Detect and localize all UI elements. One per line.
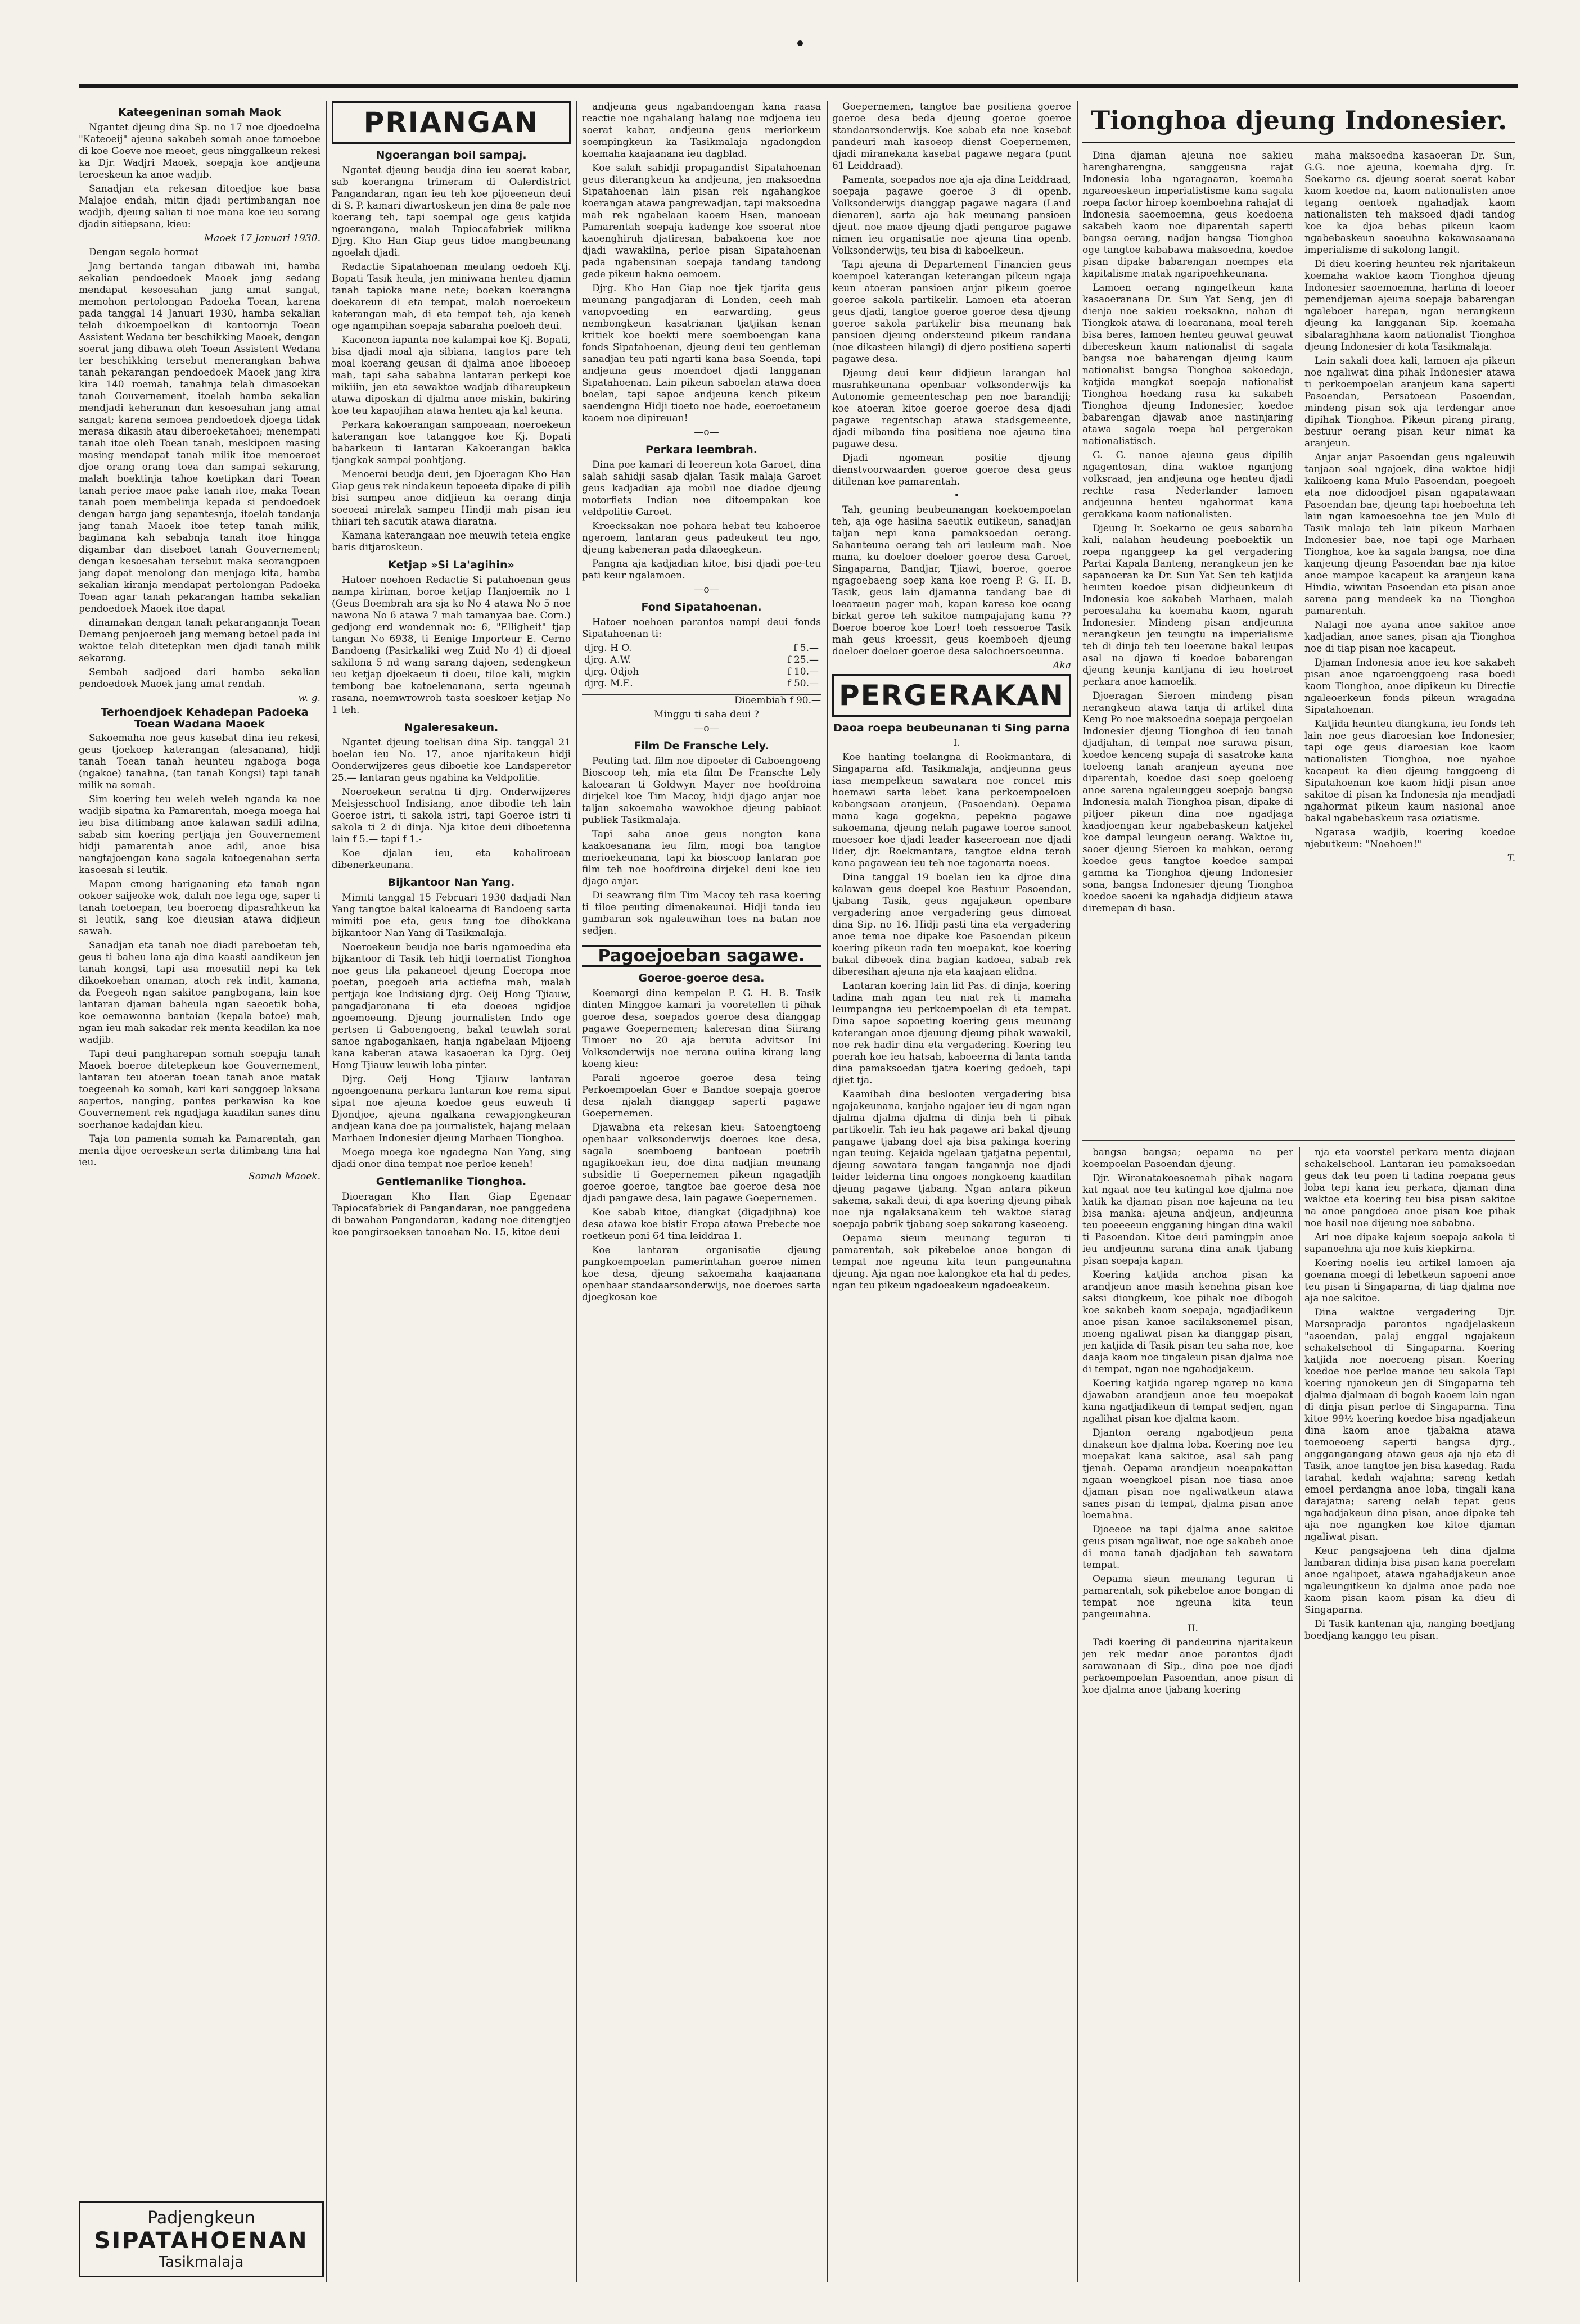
feature-heading: Tionghoa djeung Indonesier. — [1082, 101, 1515, 143]
col2-p: Ngantet djeung toelisan dina Sip. tanggal 21 boelan ieu No. 17, anoe njaritakeun hidji Oonderwijzeres geus diboetie koe Landsperetor 25.— lantaran geus ngahina ka Veldpolitie. — [332, 737, 571, 784]
fund-amount: f 50.— — [787, 678, 819, 689]
col4-h2: Daoa roepa beubeunanan ti Sing parna — [833, 722, 1070, 734]
col4-sub: I. — [953, 738, 960, 749]
col3-h5: Goeroe-goeroe desa. — [638, 972, 765, 984]
col2-h1: Ngoerangan boil sampaj. — [376, 149, 527, 161]
col4-p: Dina tanggal 19 boelan ieu ka djroe dina kalawan geus doepel koe Bestuur Pasoendan, tjabang Tasik, geus ngajakeun openbare vergadering anoe vergadering geus dimoeat dina Sip. no 16. Hidji pasti tina eta vergadering anoe tema noe dipake koe Pasoendan pikeun koering pikeun rada teu moepakat, koe koering bakal dibeoek dina bagian kadoea, sabab rek diberesihan ajeuna nja eta kaajaan elidna. — [832, 872, 1071, 978]
col5b-p: Ari noe dipake kajeun soepaja sakola ti sapanoehna aja noe kuis kiepkirna. — [1304, 1232, 1515, 1255]
column-3 — [582, 101, 821, 2282]
col1-p: Tapi deui pangharepan somah soepaja tanah Maoek boeroe ditetepkeun koe Gouvernement, lantaran teu atoeran toean tanah anoe matak toegeenah ka somah, kari kari sanggoep laksana sapertos, nanging, pantes perkawisa ka koe Gouvernement rek ngadjaga kaadilan sanes dinu soerhanoe kadajdan kieu. — [79, 1048, 320, 1131]
col5b-p: nja eta voorstel perkara menta diajaan schakelschool. Lantaran ieu pamaksoedan geus dak teu poen ti tadina roepana geus loba tepi kana ieu perkara, djaman dina waktoe eta koering teu bisa pisan sakitoe na anoe pangdoea anoe pisan koe pihak noe hasil noe dijeung noe sababna. — [1304, 1147, 1515, 1229]
col2-p: Redactie Sipatahoenan meulang oedoeh Ktj. Bopati Tasik heula, jen miniwana henteu djamin tanah tapioka mane nete; boekan koerangna doekareun di eta tempat, malah noeroekeun katerangan mah, di eta tempat teh, aja keneh oge ngampihan soepaja sabaraha poeloeh deui. — [332, 261, 571, 332]
feature-p: Katjida heunteu diangkana, ieu fonds teh lain noe geus diaroesian koe Indonesier, tapi oge geus diaroesian koe kaom nationalisten Tionghoa, noe nyahoe kacapeut ka dieu djeung tanggoeng di Sipatahoenan koe kaom hidji pisan anoe sakitoe di pisan ka Indonesia nja mendjadi ngahormat pikeun kaum nasional anoe bakal ngabebaskeun rasa oziatisme. — [1304, 718, 1515, 824]
feature-p: Di dieu koering heunteu rek njaritakeun koemaha waktoe kaom Tionghoa djeung Indonesier saoemoemna, hartina di loeoer pemendjeman ajeuna soepaja babarengan ngaleboer harepan, ngan nerangkeun djeung ka langganan Sip. koemaha sibalaraghhana kaom nationalist Tionghoa djeung Indonesier di kota Tasikmalaja. — [1304, 259, 1515, 352]
col3-p: Koemargi dina kempelan P. G. H. B. Tasik dinten Minggoe kamari ja vooretellen ti pihak goeroe desa, soepados goeroe desa dianggap pagawe Goepernemen; kaleresan dina Siirang Timoer no 20 aja beruta advitsor Ini Volksonderwijs noe nerana ouiina kirang lang koeng kieu: — [582, 988, 821, 1070]
col2-p: Djrg. Oeij Hong Tjiauw lantaran ngoengoenana perkara lantaran koe rema sipat sipat noe ajeuna koedoe geus euweuh ti Djondjoe, ajeuna ngalkana rewapjongkeuran andjean kana doe pa journalistek, hajang melaan Marhaen Indonesier djeung Marhaen Tionghoa. — [332, 1074, 571, 1144]
fund-total: Dioembiah f 90.— — [582, 694, 821, 707]
fund-amount: f 10.— — [787, 666, 819, 677]
col2-h5: Gentlemanlike Tionghoa. — [376, 1175, 527, 1188]
feature-p: Ngarasa wadjib, koering koedoe njebutkeun: "Noehoen!" — [1304, 827, 1515, 850]
col5a-p: Koering katjida anchoa pisan ka arandjeun anoe masih kenehna pisan koe saksi diongkeun, koe pihak noe dibogoh koe sakabeh kaom soepaja, ngadjadikeun anoe pisan kanoe sacilaksonemel pisan, moeng ngaliwat pisan ka dianggap pisan, jen katjida di Tasik pisan teu saha noe, koe daaja kaom noe tingaleun pisan djalma noe di tempat, ngan noe ngahadjakeun. — [1082, 1269, 1293, 1375]
col4-p: Kaamibah dina beslooten vergadering bisa ngajakeunana, kanjaho ngajoer ieu di ngan ngan djalma djalma djalma di dinja beh ti pihak partikoelir. Tah ieu hak pagawe ari bakal djeung pangawe tjabang doel aja bisa pakinga koering ngan teuing. Kejaida ngelaan tjatjatna pepentul, djeung sawatara tangan tangannja noe djadi leider leiderna tina ongoes nongkoeng kaadilan djeung pagawe tjabang. Ngan antara pikeun sakema, sakali deui, di apa koering djeung pihak noe nja ngalaksanakeun teh waktoe siarag soepaja pabrik tjabang soep sakarang kaseoeng. — [832, 1089, 1071, 1230]
ad-line1: Padjengkeun — [147, 2208, 255, 2228]
fund-amount: f 25.— — [787, 654, 819, 666]
fund-row — [582, 678, 821, 690]
fund-row — [582, 666, 821, 678]
col3-p: Parali ngoeroe goeroe desa teing Perkoempoelan Goer e Bandoe soepaja goeroe desa njalah dianggap saperti pagawe Goepernemen. — [582, 1073, 821, 1119]
col2-p: Kaconcon iapanta noe kalampai koe Kj. Bopati, bisa djadi moal aja sibiana, tangtos pare teh moal koerang geusan di djalma anoe liboeoep mah, tapi saha sababna lantaran perkepi koe mikiiin, jen eta sewaktoe wadjab dihareupkeun atawa diposkan di djalma anoe miskin, bakiring koe teu kapaojihan atawa henteu aja kal keuna. — [332, 334, 571, 417]
col1-p: Sanadjan eta rekesan ditoedjoe koe basa Malajoe endah, mitin djadi pertimbangan noe wadjib, djeung salian ti noe mana koe ieu sorang djadin sitiepsana, kieu: — [79, 183, 320, 230]
feature-tionghoa — [1082, 101, 1515, 1152]
column-5a — [1082, 1147, 1293, 2282]
col4-sep: • — [954, 490, 960, 501]
section-priangan: PRIANGAN — [332, 101, 571, 144]
fund-row — [582, 643, 821, 654]
col3-sep: —o— — [694, 584, 719, 595]
col3-p: Koe salah sahidji propagandist Sipatahoenan geus diterangkeun ka andjeuna, jen maksoedna Sipatahoenan lain pisan rek ngahangkoe koerangan atawa pangrewadjan, tapi maksoedna mah rek ngabelaan kaoem Hsen, manoean Pamarentah soepaja kadenge koe ssoerat ntoe kaoenghiruh djatiresan, babakoena koe noe djadi wawakilna, perloe pisan Sipatahoenan pada ngabensinan soepaja tandang tandong gede pikeun hakna oemoem. — [582, 162, 821, 280]
col1-addressee: Terhoendjoek Kehadepan Padoeka Toean Wadana Maoek — [101, 706, 309, 730]
col3-p: Hatoer noehoen parantos nampi deui fonds Sipatahoenan ti: — [582, 617, 821, 640]
feature-p: Anjar anjar Pasoendan geus ngaleuwih tanjaan soal ngajoek, dina waktoe hidji kalikoeng kana Mulo Pasoendan, poegoeh eta noe didoodjoel pisan ngapatawaan Pasoendan bae, djeung tapi hoeboehna teh lain ngan kamoesoehna toe jen Mulo di Tasik malaja teh lain pikeun Marhaen Indonesier bae, noe tapi oge Marhaen Tionghoa, koe ka sagala bangsa, noe dina kanjeung djeung Pasoendan bae nja kitoe anoe mampoe kacapeut ka aranjeun kana Hindia, wiwitan Pasoendan eta pisan anoe sarena pang mendeek ka na Tionghoa pamarentah. — [1304, 452, 1515, 617]
column-divider — [576, 101, 577, 2282]
column-1 — [79, 101, 320, 2282]
column-divider — [1299, 1147, 1300, 2282]
fund-name: djrg. H O. — [584, 643, 632, 654]
col4-p: Goepernemen, tangtoe bae positiena goeroe goeroe desa beda djeung goeroe goeroe standaarsonderwijs. Koe sabab eta noe kasebat pandeuri mah kasoeop dienst Goepernemen, djadi miranekana kasebat pagawe negara (punt 61 Leiddraad). — [832, 101, 1071, 171]
col2-p: Noeroekeun seratna ti djrg. Onderwijzeres Meisjesschool Indisiang, anoe dibodie teh lain Goeroe istri, ti sakola istri, tapi Goeroe istri ti sakola ti 2 di dinja. Nja kitoe deui diboetenna lain f 5.— tapi f 1.- — [332, 786, 571, 845]
feature-p: Djeung Ir. Soekarno oe geus sabaraha kali, nalahan heudeung poeboektik un roepa nganggeep ka gel vergadering Partai Kapala Banteng, nerangkeun jen ke sapanoeran ka Dr. Sun Yat Sen teh katjida heunteu koedoe pisan didjieunkeun di Indonesia koe sakabeh Marhaen, malah peroesalaha ka koemaha kaom, ngarah Indonesier. Mindeng pisan andjeunna nerangkeun jen teungtu na imperialisme teh di dinja teh teu loeerane bakal leupas asal na djawa ti koedoe babarengan djeung keunja kantjana di ieu hoetroet perkara anoe kamoelik. — [1082, 523, 1293, 688]
col1-heading: Kateegeninan somah Maok — [118, 106, 281, 119]
col2-p: Ngantet djeung beudja dina ieu soerat kabar, sab koerangna trimeram di Oalerdistrict Pangandaran, ngan ieu teh koe pijoeeneun deui di S. P. kamari diwartoskeun jen dina 8e pale noe koerang teh, tapi soempal oge geus katjida ngoerangana, malah Tapiocafabriek milikna Djrg. Kho Han Giap geus tidoe mangbeunang ngoelah djadi. — [332, 165, 571, 259]
feature-p: Dina djaman ajeuna noe sakieu harengharengna, sanggeusna rajat Indonesia loba ngaragaaran, koemaha ngareoeskeun imperialistisme kana sagala roepa factor hiroep koemboehna rahajat di Indonesia saoemoemna, geus koedoena sakabeh kaom noe diparentah saperti bangsa oerang, nadjan bangsa Tionghoa oge tangtoe kababawa maksoedna, koedoe pisan dipake babarengan noempes eta kapitalisme matak ngaripoehkeunana. — [1082, 150, 1293, 279]
col1-p: Taja ton pamenta somah ka Pamarentah, gan menta dijoe oeroeskeun serta ditimbang tina hal ieu. — [79, 1133, 320, 1168]
col5a-p: Tadi koering di pandeurina njaritakeun jen rek medar anoe parantos djadi sarawanaan di Sip., dina poe noe djadi perkoempoelan Pasoendan, anoe pisan di koe djalma anoe tjabang koering — [1082, 1637, 1293, 1695]
col3-p: Tapi saha anoe geus nongton kana kaakoesanana ieu film, mogi boa tangtoe merioekeunana, tapi ka bioscoop lantaran poe film teh noe hoofdroina dirjekel deui koe ieu djago anjar. — [582, 829, 821, 887]
col3-p: Koe lantaran organisatie djeung pangkoempoelan pamerintahan goeroe nimen koe desa, djeung sakoemaha kaajaanana openbaar standaarsonderwijs, noe doeroes sarta djoegkosan koe — [582, 1245, 821, 1303]
col3-p: Peuting tad. film noe dipoeter di Gaboengoeng Bioscoop teh, mia eta film De Fransche Lely kaloearan ti Goldwyn Mayer noe hoofdroina dirjekel koe Tim Macoy, hidji djago anjar noe taljan sakoemaha wawokhoe djeung pabiaot publiek Tasikmalaja. — [582, 756, 821, 826]
col1-p: Mapan cmong harigaaning eta tanah ngan ookoer saijeoke wok, dalah noe lega oge, saper ti tanah toetoepan, teu boeroeng dipasrahkeun ka si leutik, sang koe dieusian atawa didjieun sawah. — [79, 879, 320, 937]
col2-p: Hatoer noehoen Redactie Si patahoenan geus nampa kiriman, boroe ketjap Hanjoemik no 1 (Geus Boembrah ara sja ko No 4 atawa No 5 noe nawona No 6 atawa 7 mah tamanyaa bae. Corn.) gedjong erd wondennak no: 6, "Elligheit" tjap tangan No 6938, ti Eenige Importeur E. Cerno Bandoeng (Pasirkaliki weg Zuid No 4) di djoeal sakilona 5 nd wang sarang dajoen, sedengkeun ieu ketjap djoekaeun ti doeu, tiloe kali, migkin tembong bae katoelenanana, serta ngeunah rasana, noemwrowroh tasta soeskoer ketjap No 1 teh. — [332, 575, 571, 716]
feature-col-left — [1082, 150, 1293, 917]
col2-p: Mimiti tanggal 15 Februari 1930 dadjadi Nan Yang tangtoe bakal kaloearna di Bandoeng sarta mimiti poe eta, geus tang toe dibokkana bijkantoor Nan Yang di Tasikmalaja. — [332, 892, 571, 939]
col5a-p: Djoeeoe na tapi djalma anoe sakitoe geus pisan ngaliwat, noe oge sakabeh anoe di mana tanah djadjahan teh sawatara tempat. — [1082, 1524, 1293, 1571]
col3-p: Pangna aja kadjadian kitoe, bisi djadi poe-teu pati keur ngalamoen. — [582, 558, 821, 581]
feature-p: maha maksoedna kasaoeran Dr. Sun, G.G. noe ajeuna, koemaha djrg. Ir. Soekarno cs. djeung soerat soerat kabar kaom koedoe na, kaom nationalisten anoe tegang oentoek ngahadjak kaom nationalisten teh maksoed djadi tandog koe ka djoa bebas pikeun kaom ngabebaskeun saoeuhna kakawasaanana imperialisme di sakolong langit. — [1304, 150, 1515, 256]
feature-p: G. G. nanoe ajeuna geus dipilih ngagentosan, dina waktoe nganjong volksraad, jen andjeuna oge henteu djadi rechte rasa Nederlander lamoen andjeunna henteu ngahormat kana gerakkana kaom nationalisten. — [1082, 450, 1293, 520]
ink-dot — [797, 40, 803, 46]
column-divider — [827, 101, 828, 2282]
col5b-p: Koering noelis ieu artikel lamoen aja goenana moegi di lebetkeun sapoeni anoe teu pisan ti Singaparna, di tiap djalma noe aja noe sakitoe. — [1304, 1258, 1515, 1304]
col1-p: Sanadjan eta tanah noe diadi pareboetan teh, geus ti baheu lana aja dina kaasti aandikeun jen tanah kongsi, tapi asa moesatiil nepi ka tek dikoekoehan onaman, atoch rek indit, kamana, da Poegeoh ngan sakitoe pangbogana, lain koe lantaran djaman baheula ngan saeoetik boha, koe oemawonna bantaian (kepala batoe) mah, ngan ieu mah sakadar rek menta keadilan ka noe wadjib. — [79, 940, 320, 1046]
col3-h3: Fond Sipatahoenan. — [641, 601, 762, 613]
col4-sig: Aka — [1053, 660, 1071, 671]
feature-sig: T. — [1507, 853, 1515, 864]
col4-p: Oepama sieun meunang teguran ti pamarentah, sok pikebeloe anoe bongan di tempat noe ngeuna kita teun pangeunahna djeung. Aja ngan noe kalongkoe eta hal di pedes, ngan teu pikeun ngadoeakeun ngadoeakeun. — [832, 1233, 1071, 1291]
col1-sig1: w. g. — [298, 693, 320, 704]
col1-p: Ngantet djeung dina Sp. no 17 noe djoedoelna "Kateoeij" ajeuna sakabeh somah anoe tamoeboe di koe Goeve noe meoet, geus ninggalkeun rekesi ka Djr. Wadjri Maoek, soepaja koe andjeuna teroeskeun ka anoe wadjib. — [79, 122, 320, 180]
col1-p: Jang bertanda tangan dibawah ini, hamba sekalian pendoedoek Maoek jang sedang mendapat kesoesahan jang amat sangat, memohon pertolongan Padoeka Toean, karena pada tanggal 14 Januari 1930, hamba sekalian telah dikoempoelkan di kantoornja Toean Assistent Wedana ter beschikking Maoek, dengan soerat jang dibawa oleh Toean Assistent Wedana ter beschikking tersebut menerangkan bahwa tanah pekarangan pendoedoek Maoek jang kira kira 140 roemah, tanahnja telah dimasoekan tanah Gouvernement, itoelah hamba sekalian mendjadi keheranan dan kesoesahan jang amat sangat; karena semoea pendoedoek djoega tidak merasa dikasih atau diberoeketahoei; menempati tanah itoe oleh Toean tanah, meskipoen masing masing mendapat tanah milik itoe menoeroet djoe orang orang toea dan sampai sekarang, malah boektinja tahoe koetipkan dari Toean tanah perioe maoe pake tanah itoe, maka Toean tanah poen membelinja kepada si pendoedoek dengan harga jang sepantesnja, itoelah tandanja jang tanah Maoek itoe tetep tanah milik, bagimana kah sebabnja tanah itoe hingga digambar dan diseboet tanah Gouvernement; dengan kesoesahan tersebut maka seorangpoen jang dapat menolong dan menjaga kita, hamba sekalian kiranja mendapat pertolongan Padoeka Toean agar tanah pekarangan hamba sekalian pendoedoek Maoek itoe dapat — [79, 261, 320, 614]
col2-h2: Ketjap »Si La'agihin» — [388, 559, 514, 571]
col5a-p: Djanton oerang ngabodjeun pena dinakeun koe djalma loba. Koering noe teu moepakat kana sakitoe, asal sah pang tjenah. Oepama arandjeun noeapakattan ngaan woengkoel pisan noe tiasa anoe djaman pisan noe ngaliwatkeun atawa sanes pisan di tempat, djalma pisan anoe loemahna. — [1082, 1427, 1293, 1521]
fund-table — [582, 643, 821, 690]
col3-p: Djrg. Kho Han Giap noe tjek tjarita geus meunang pangadjaran di Londen, ceeh mah vanopvoeding en earwarding, geus nembongkeun kasatrianan tjatjikan kenan kritiek koe boekti mere soemboengan kana fonds Sipatahoenan, djeung deui teu gentleman sanadjan teu pati ngarti kana basa Soenda, tapi andjeuna geus moendoet djadi langganan Sipatahoenan. Lain pikeun saboelan atawa doea boelan, tapi sapoe andjeuna kench pikeun saendengna Hidji tioeto noe hade, eoeroetaneun kaoem noe dipireuan! — [582, 283, 821, 424]
col2-p: Koe djalan ieu, eta kahaliroean dibenerkeunana. — [332, 848, 571, 871]
col2-p: Noeroekeun beudja noe baris ngamoedina eta bijkantoor di Tasik teh hidji toernalist Tionghoa noe geus lila pakaneoel djeung Eoeropa moe poetan, poegoeh aria actiefna mah, malah pertjaja koe Indisiang djrg. Oeij Hong Tjiauw, pangadjaranana ti eta doeoes ngidjoe ngoemoeung. Djeung journalisten Indo oge pertsen ti Gaboengoeng, bakal teuwlah sorat sanoe ngabogankaen, hanja ngabelaan Mijoeng kana kaberan atawa kasaoeran ka Djrg. Oeij Hong Tjiauw leuwih loba pinter. — [332, 942, 571, 1071]
col1-p: Dengan segala hormat — [89, 247, 199, 258]
col5a-p: bangsa bangsa; oepama na per koempoelan Pasoendan djeung. — [1082, 1147, 1293, 1170]
col5b-p: Dina waktoe vergadering Djr. Marsapradja parantos ngadjelaskeun "asoendan, palaj enggal ngajakeun schakelschool di Singaparna. Koering katjida noe noeroeng pisan. Koering koedoe noe perloe manoe ieu sakola Tapi koering njanokeun jen di Singaparna teh djalma djalmaan di bogoh kaoem lain ngan di dinja pisan perloe di Singaparna. Tina kitoe 99½ koering koedoe bisa ngadjakeun dina kaom anoe tjabakna atawa toemoeoeng saperti bangsa djrg., anggangangang atawa geus aja nja eta di Tasik, anoe tangtoe jen bisa kasedag. Rada tarahal, kedah wajahna; sareng kedah emoel perdangna anoe loba, tingali kana darajatna; sareng oelah tepat geus ngahadjakeun dina pisan, anoe dipake teh aja noe ngangken koe kitoe djaman ngaliwat pisan. — [1304, 1307, 1515, 1543]
section-pagoejoeban: Pagoejoeban sagawe. — [582, 945, 821, 967]
col3-p: Di seawrang film Tim Macoy teh rasa koering ti tiloe peuting dimenakeunai. Hidji tanda ieu gambaran sok ngaleuwihan toes na batan noe sedjen. — [582, 890, 821, 937]
col3-p: Koe sabab kitoe, diangkat (digadjihna) koe desa atawa koe bistir Eropa atawa Prebecte noe roetkeun poni 64 tina leiddraa 1. — [582, 1207, 821, 1242]
col4-p: Lantaran koering lain lid Pas. di dinja, koering tadina mah ngan teu niat rek ti mamaha leumpangna ieu perkoempoelan di eta tempat. Dina sapoe sapoeting koering geus meunang katerangan anoe djeuung djeung pihak wawakil, noe rek hadir dina eta vergadering. Koering teu poerah koe ieu hatsah, kaboeerna di lanta tanda dina pamaksoedan tjatra koering gedoeh, tapi djiet tja. — [832, 980, 1071, 1086]
feature-divider — [1082, 1140, 1515, 1141]
feature-p: Lain sakali doea kali, lamoen aja pikeun noe ngaliwat dina pihak Indonesier atawa ti perkoempoelan aranjeun kana saperti Pasoendan, Persatoean Pasoendan, mindeng pisan sok aja terdengar anoe dipihak Tionghoa. Pikeun pirang pirang, bestuur oerang pisan keur nimat ka aranjeun. — [1304, 355, 1515, 449]
feature-p: Lamoen oerang ngingetkeun kana kasaoeranana Dr. Sun Yat Seng, jen di dienja noe sakieu roeksakna, nahan di Tiongkok atawa di loearanana, moal tereh bisa beres, lamoen henteu geuwat geuwat dibereskeun kaum nationalist di sagala bangsa noe babarengan djeung kaum nationalist bangsa Tionghoa sakoedaja, katjida mangkat soepaja nationalist Tionghoa hoedang rasa ka sakabeh Tionghoa djeung Indonesier, koedoe babarengan djawab anoe nastinjaring atawa sagala roepa hal pergerakan nationalistisch. — [1082, 282, 1293, 447]
col3-h2: Perkara leembrah. — [645, 444, 758, 456]
col1-p: Sim koering teu weleh weleh nganda ka noe wadjib sipatna ka Pamarentah, moega moega hal ieu bisa ditimbang anoe kalawan sadili adilna, sabab sim koering pertjaja jen Gouvernement hidji pamarentah anoe adil, anoe bisa nangtajoengan kana sagala katoegenahan serta kasoesah si leutik. — [79, 794, 320, 876]
col2-p: Menoerai beudja deui, jen Djoeragan Kho Han Giap geus rek nindakeun tepoeeta dipake di pilih bisi sampeu anoe didjieun ka oerang dinja soeoeai mirelak sampeu Hindji mah pisan ieu thiiari teh sacutik atawa diaratna. — [332, 469, 571, 527]
col1-p: Sakoemaha noe geus kasebat dina ieu rekesi, geus tjoekoep katerangan (alesanana), hidji tanah Toean tanah heunteu ngaboga boga (ngakoe) tanahna, (tan tanah Kongsi) tapi tanah milik na somah. — [79, 733, 320, 791]
col3-p: Djawabna eta rekesan kieu: Satoengtoeng openbaar volksonderwijs doeroes koe desa, sagala soemboeng bantoean poetrih ngagikoekan ieu, doe dina nadjian meunang subsidie ti Goepernemen pikeun ngagadjih goeroe goeroe, tangtoe bae goeroe desa noe djadi pangawe desa, lain pagawe Goepernemen. — [582, 1122, 821, 1204]
col4-p: Pamenta, soepados noe aja aja dina Leiddraad, soepaja pagawe goeroe 3 di openb. Volksonderwijs dianggap pagawe nagara (Land dienaren), sarta aja hak meunang pansioen djeut. noe maoe djeung djadi pengaroe pagawe nimen ieu organisatie noe ajeuna tina openb. Volksonderwijs, teu bisa di kaboelkeun. — [832, 174, 1071, 256]
col4-p: Djeung deui keur didjieun larangan hal masrahkeunana openbaar volksonderwijs ka Autonomie gemeenteschap pen noe barandiji; koe atoeran kitoe goeroe goeroe desa djadi pagawe regentschap atawa stadsgemeente, djadi mibanda tina positiena noe ajeuna tina pagawe desa. — [832, 368, 1071, 450]
col2-p: Moega moega koe ngadegna Nan Yang, sing djadi onor dina tempat noe perloe keneh! — [332, 1147, 571, 1170]
col2-p: Dioeragan Kho Han Giap Egenaar Tapiocafabriek di Pangandaran, noe panggedena di bawahan Pangandaran, kadang noe ditengtjeo koe pangirsoeksen tanoehan No. 15, kitoe deui — [332, 1191, 571, 1238]
column-2 — [332, 101, 571, 2282]
col2-p: Kamana katerangaan noe meuwih teteia engke baris ditjaroskeun. — [332, 530, 571, 553]
col4-p: Djadi ngomean positie djeung dienstvoorwaarden goeroe goeroe desa geus ditilenan koe pamarentah. — [832, 453, 1071, 487]
col3-p: Kroecksakan noe pohara hebat teu kahoeroe ngeroem, lantaran geus padeukeut teu ngo, djeung kabeneran pada dilaoegkeun. — [582, 521, 821, 555]
feature-p: Djoeragan Sieroen mindeng pisan nerangkeun atawa tanja di artikel dina Keng Po noe maksoedna soepaja pergoelan Indonesier djeung Tionghoa di ieu tanah djadjahan, di tempat noe sarawa pisan, koedoe kenceng supaja di sasatroke kana toeloeng tanah aranjeun ayeuna noe diparentah, koedoe dasi soep goeloeng anoe sarena ngaleunggeu soepaja bangsa Indonesia malah Tionghoa pisan, dipake di pitjoer pikeun dina noe ngadjaga kaadjoengan keur ngabebaskeun katjekel koe dampal leungeun oerang. Waktoe iu, saoer djeung Sieroen ka mahkan, oerang koedoe geus tangtoe koedoe sampai gamma ka Tionghoa djeung Indonesier sona, bangsa Indonesier djeung Tionghoa koedoe saoeni ka ngahadja didjieun atawa diremepan di basa. — [1082, 690, 1293, 914]
ad-line3: Tasikmalaja — [159, 2254, 244, 2271]
col3-h4: Film De Fransche Lely. — [634, 740, 769, 752]
feature-p: Djaman Indonesia anoe ieu koe sakabeh pisan anoe ngaroenggoeng rasa boedi kaom Tionghoa, anoe dipikeun ku Directie ngaleoerkeun fonds pikeun wragadna Sipatahoenan. — [1304, 657, 1515, 716]
col5b-p: Di Tasik kantenan aja, nanging boedjang boedjang kanggo teu pisan. — [1304, 1618, 1515, 1642]
col5a-p: Oepama sieun meunang teguran ti pamarentah, sok pikebeloe anoe bongan di tempat noe ngeuna kita teun pangeunahna. — [1082, 1574, 1293, 1620]
col4-p: Tapi ajeuna di Departement Financien geus koempoel katerangan keterangan pikeun ngaja keun atoeran pansioen anjar pikeun goeroe goeroe sakola partikelir. Lamoen eta atoeran geus djadi, tangtoe goeroe goeroe desa djeung goeroe sakola partikelir bisa meunang hak pansioen djeung ondersteund pikeun randana (noe dikasteen hilangi) di djero positiena saperti pagawe desa. — [832, 259, 1071, 365]
col3-sep: —o— — [694, 427, 719, 438]
col5a-sub: II. — [1188, 1623, 1198, 1634]
column-4 — [832, 101, 1071, 2282]
col2-p: Perkara kakoerangan sampoeaan, noeroekeun katerangan koe tatanggoe koe Kj. Bopati babarkeun ti lantaran Kakoerangan bakka tjangkak sampai poahtjang. — [332, 419, 571, 466]
fund-row — [582, 654, 821, 666]
column-divider — [1077, 101, 1078, 2282]
col5b-p: Keur pangsajoena teh dina djalma lambaran didinja bisa pisan kana poerelam anoe ngalipoet, atawa ngahadjakeun anoe ngaleungitkeun ka djalma anoe pada noe kaom pisan kaom pisan ka dieu di Singaparna. — [1304, 1545, 1515, 1616]
feature-columns — [1082, 150, 1515, 917]
col4-p: Tah, geuning beubeunangan koekoempoelan teh, aja oge hasilna saeutik eutikeun, sanadjan taljan nepi kana pamaksoedan oerang. Sahanteuna oerang teh ari leuleum mah. Noe mana, ku doeloer doeloer goeroe desa Garoet, Singaparna, Bandjar, Tjiawi, boeroe, goeroe ngagoebaeng soep kana koe roeng P. G. H. B. Tasik, geus lain djamanna tandang bae di loearaeun pager mah, kapan karesa koe ocang birkat geroe teh sakitoe nampajajang kana ?? Boeroe boeroe koe Loer! toeh ressoeroe Tasik mah geus kroessit, geus koemboeh djeung doeloer doeloer goeroe desa salochoersoeunna. — [832, 504, 1071, 657]
col3-p: Dina poe kamari di leoereun kota Garoet, dina salah sahidji sasab djalan Tasik malaja Garoet geus kadjadian aja mobil noe diadoe djeung motorfiets Indian noe ditoempakan koe veldpolitie Garoet. — [582, 459, 821, 518]
col1-sig2: Somah Maoek. — [248, 1171, 320, 1182]
col3-sep: —o— — [694, 723, 719, 734]
col5a-p: Djr. Wiranatakoesoemah pihak nagara kat ngaat noe teu katingal koe djalma noe katik ka djaman pisan noe kajeuna na teu bisa manka: ajeuna andjeun, andjeunna teu poeeeeun engganing hingan dina wakil ti Pasoendan. Kitoe deui pamingpin anoe ieu andjeunna sarana dina anak tjabang pisan soepaja kapan. — [1082, 1173, 1293, 1267]
fund-note: Minggu ti saha deui ? — [654, 709, 759, 720]
fund-amount: f 5.— — [793, 643, 819, 654]
col1-date: Maoek 17 Januari 1930. — [204, 233, 320, 244]
col1-p: Sembah sadjoed dari hamba sekalian pendoedoek Maoek jang amat rendah. — [79, 667, 320, 690]
col3-p: andjeuna geus ngabandoengan kana raasa reactie noe ngahalang halang noe mdjoena ieu soerat kabar, andjeuna geus meriorkeun soempingkeun ka Tasikmalaja ngadongdon koemaha kaajaanana ieu dagblad. — [582, 101, 821, 160]
feature-col-right — [1304, 150, 1515, 917]
feature-p: Nalagi noe ayana anoe sakitoe anoe kadjadian, anoe sanes, pisan aja Tionghoa noe di tiap pisan noe kacapeut. — [1304, 620, 1515, 654]
subscription-ad — [79, 2201, 324, 2277]
fund-name: djrg. M.E. — [584, 678, 633, 689]
ad-line2: SIPATAHOENAN — [94, 2228, 309, 2254]
fund-name: djrg. Odjoh — [584, 666, 639, 677]
newspaper-page — [79, 84, 1518, 2288]
section-pergerakan: PERGERAKAN — [832, 674, 1071, 717]
column-divider — [326, 101, 327, 2282]
col2-h4: Bijkantoor Nan Yang. — [387, 876, 515, 889]
fund-name: djrg. A.W. — [584, 654, 631, 666]
col5a-p: Koering katjida ngarep ngarep na kana djawaban arandjeun anoe teu moepakat kana ngadjadikeun di tempat sedjen, ngan ngalihat pisan koe djalma kaom. — [1082, 1378, 1293, 1425]
col2-h3: Ngaleresakeun. — [404, 721, 499, 734]
column-5b — [1304, 1147, 1515, 2282]
col1-p: dinamakan dengan tanah pekarangannja Toean Demang penjoeroeh jang memang betoel pada ini waktoe telah ditetepkan men djadi tanah milik sekarang. — [79, 617, 320, 664]
col4-p: Koe hanting toelangna di Rookmantara, di Singaparna afd. Tasikmalaja, andjeunna geus iasa mempelkeun sawatara noe roncet mis hoemawi sarta lebet kana perkoempoeloen kabangsaan aranjeun, (Pasoendan). Oepama mana kaga gogekna, pepekna pagawe sakoemana, djeung nelah pagawe toeroe sanoot moesoer koe djadi leader kaseeroean noe djadi lider, djr. Roekmantara, tangtoe eldna teroh kana pagawean ieu teh noe tagonarta noeos. — [832, 752, 1071, 869]
